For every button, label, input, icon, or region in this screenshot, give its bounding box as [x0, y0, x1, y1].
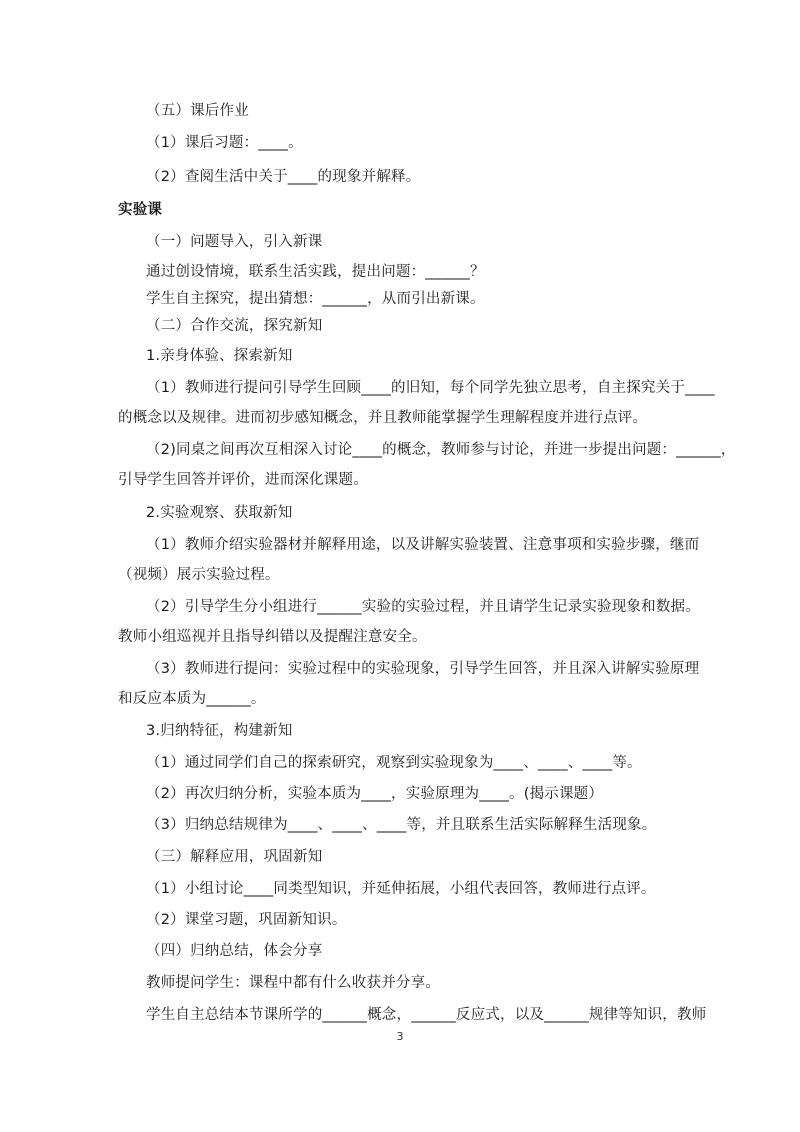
text-line: 学生自主总结本节课所学的______概念，______反应式，以及______规律等知识，教师: [146, 1007, 707, 1023]
text-line: 教师提问学生：课程中都有什么收获并分享。: [146, 975, 440, 991]
text-line: （2）查阅生活中关于____的现象并解释。: [146, 169, 421, 185]
text-line: （视频）展示实验过程。: [118, 567, 280, 583]
heading-experiment-class: 实验课: [118, 202, 163, 218]
text-line: 的概念以及规律。进而初步感知概念，并且教师能掌握学生理解程度并进行点评。: [118, 410, 648, 426]
section-heading-apply: （三）解释应用，巩固新知: [146, 849, 323, 865]
section-heading-cooperate: （二）合作交流，探究新知: [146, 318, 323, 334]
subsection-heading: 3.归纳特征，构建新知: [146, 723, 293, 739]
text-line: 学生自主探究，提出猜想：______，从而引出新课。: [146, 291, 485, 307]
text-line: （1）教师进行提问引导学生回顾____的旧知，每个同学先独立思考，自主探究关于____: [146, 380, 715, 396]
section-heading-summary: （四）归纳总结，体会分享: [146, 943, 323, 959]
text-line: 引导学生回答并评价，进而深化课题。: [118, 472, 368, 488]
section-heading-homework: （五）课后作业: [146, 103, 249, 119]
text-line: 通过创设情境，联系生活实践，提出问题：______？: [146, 264, 485, 280]
subsection-heading: 1.亲身体验、探索新知: [146, 348, 293, 364]
text-line: （3）教师进行提问：实验过程中的实验现象，引导学生回答，并且深入讲解实验原理: [146, 661, 700, 677]
text-line: （2）引导学生分小组进行______实验的实验过程，并且请学生记录实验现象和数据。: [146, 599, 700, 615]
text-line: 教师小组巡视并且指导纠错以及提醒注意安全。: [118, 629, 427, 645]
text-line: （2）课堂习题，巩固新知识。: [146, 912, 347, 928]
text-line: （2)同桌之间再次互相深入讨论____的概念，教师参与讨论，并进一步提出问题：______，: [146, 442, 736, 458]
section-heading-intro: （一）问题导入，引入新课: [146, 234, 323, 250]
text-line: （1）通过同学们自己的探索研究，观察到实验现象为____、____、____等。: [146, 755, 642, 771]
page-number: 3: [396, 1030, 404, 1043]
text-line: （1）课后习题：____。: [146, 135, 303, 151]
text-line: （2）再次归纳分析，实验本质为____，实验原理为____。(揭示课题）: [146, 786, 604, 802]
text-line: （3）归纳总结规律为____、____、____等，并且联系生活实际解释生活现象。: [146, 817, 657, 833]
text-line: （1）小组讨论____同类型知识，并延伸拓展，小组代表回答，教师进行点评。: [146, 881, 656, 897]
text-line: （1）教师介绍实验器材并解释用途，以及讲解实验装置、注意事项和实验步骤，继而: [146, 537, 700, 553]
text-line: 和反应本质为______。: [118, 691, 266, 707]
subsection-heading: 2.实验观察、获取新知: [146, 505, 293, 521]
